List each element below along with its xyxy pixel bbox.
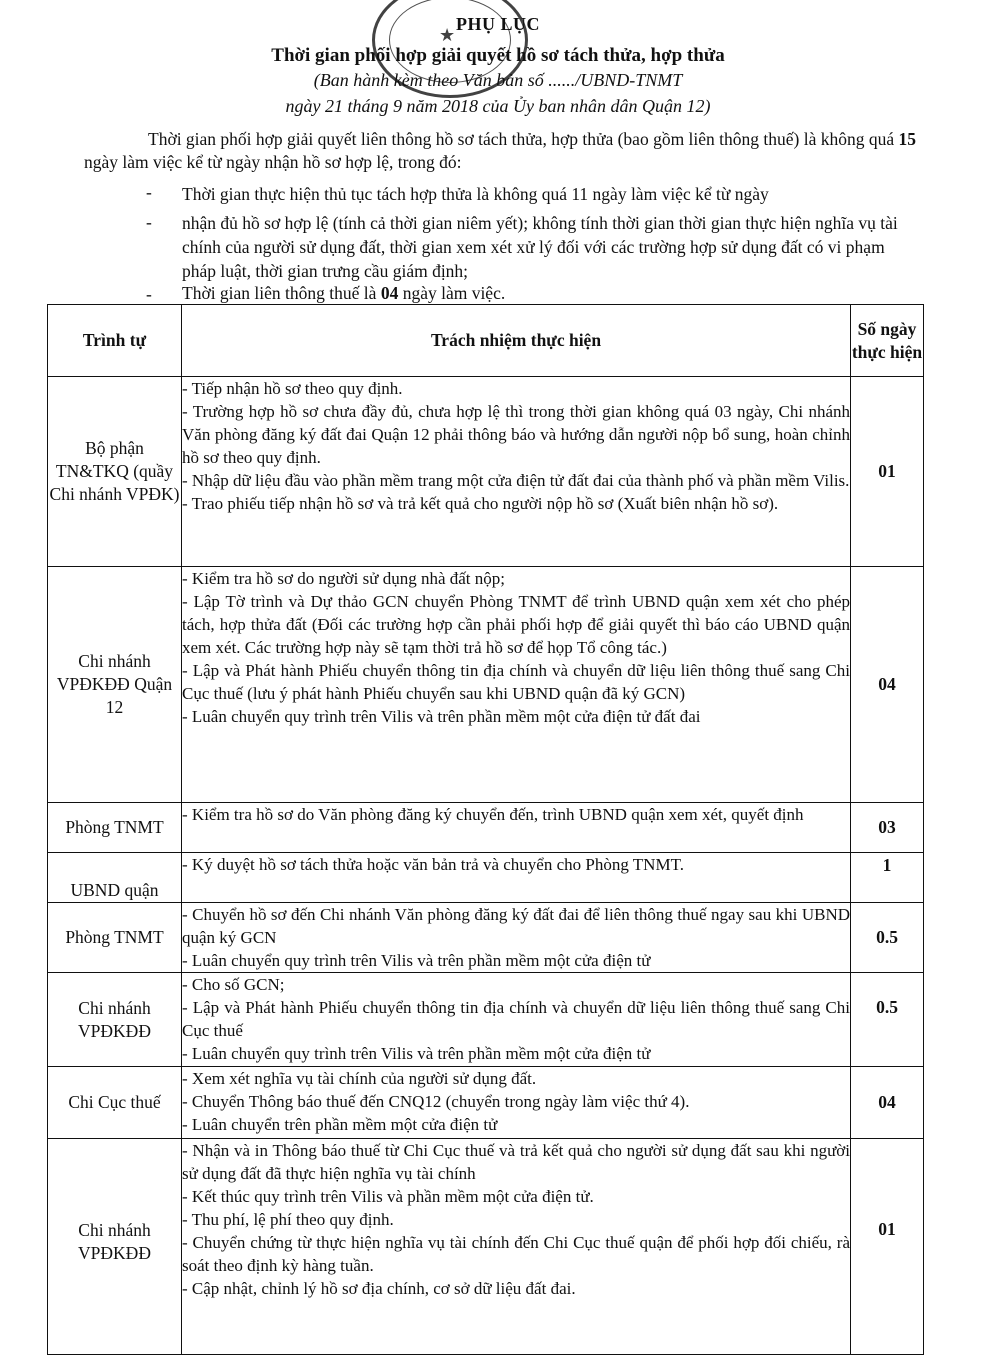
row-days: 04 [851,567,924,803]
resp-line: - Chuyển Thông báo thuế đến CNQ12 (chuyển trong ngày làm việc thứ 4). [182,1092,690,1111]
resp-line: - Luân chuyển quy trình trên Vilis và trên phần mềm một cửa điện tử đất đai [182,707,701,726]
row-unit: Phòng TNMT [48,803,182,853]
resp-line: - Chuyển chứng từ thực hiện nghĩa vụ tài chính đến Chi Cục thuế quận để phối hợp đối chiếu, rà soát theo định kỳ hàng tuần. [182,1233,850,1275]
bullet-text-3 [182,281,922,305]
resp-line: - Nhập dữ liệu đầu vào phần mềm trang một cửa điện tử đất đai của thành phố và phần mềm Vilis. [182,471,850,490]
bullet3-days-bold: 04 [380,283,399,303]
row-responsibility [182,973,851,1067]
table-row [48,903,924,973]
issued-date-line: ngày 21 tháng 9 năm 2018 của Ủy ban nhân dân Quận 12) [285,96,711,116]
resp-line: - Thu phí, lệ phí theo quy định. [182,1210,394,1229]
intro-paragraph [84,128,920,174]
resp-line: - Lập và Phát hành Phiếu chuyển thông tin địa chính và chuyển dữ liệu liên thông thuế sang Chi Cục thuế [182,998,850,1040]
table-row [48,1139,924,1355]
seal-star-icon: ★ [439,25,456,45]
row-responsibility [182,853,851,903]
bullet-mark-3: - [146,284,152,304]
resp-line: - Ký duyệt hồ sơ tách thửa hoặc văn bản trả và chuyển cho Phòng TNMT. [182,855,684,874]
procedure-table [47,304,924,1355]
table-header-row [48,305,924,377]
bullet3-text-before: Thời gian liên thông thuế là [182,283,381,303]
resp-line: - Kiểm tra hồ sơ do Văn phòng đăng ký chuyển đến, trình UBND quận xem xét, quyết định [182,805,804,824]
row-responsibility [182,377,851,567]
row-unit: Chi nhánh VPĐKĐĐ [48,973,182,1067]
resp-line: - Lập và Phát hành Phiếu chuyển thông tin địa chính và chuyển dữ liệu liên thông thuế sang Chi Cục thuế (lưu ý phát hành Phiếu chuyển sau khi UBND quận đã ký GCN) [182,661,850,703]
resp-line: - Nhận và in Thông báo thuế từ Chi Cục thuế và trả kết quả cho người sử dụng đất sau khi người sử dụng đất đã thực hiện nghĩa vụ tài chính [182,1141,850,1183]
resp-line: - Trường hợp hồ sơ chưa đầy đủ, chưa hợp lệ thì trong thời gian không quá 03 ngày, Chi nhánh Văn phòng đăng ký đất đai Quận 12 phải thông báo và hướng dẫn người nộp bổ sung, hoàn chỉnh hồ sơ theo quy định. [182,402,850,467]
resp-line: - Luân chuyển quy trình trên Vilis và trên phần mềm một cửa điện tử [182,1044,651,1063]
row-unit: Phòng TNMT [48,903,182,973]
resp-line: - Xem xét nghĩa vụ tài chính của người sử dụng đất. [182,1069,537,1088]
bullet3-text-after: ngày làm việc. [398,283,506,303]
row-days: 04 [851,1067,924,1139]
row-unit: Chi nhánh VPĐKĐĐ Quận 12 [48,567,182,803]
table-row [48,803,924,853]
table-row [48,567,924,803]
row-unit: Chi Cục thuế [48,1067,182,1139]
resp-line: - Lập Tờ trình và Dự thảo GCN chuyển Phòng TNMT để trình UBND quận xem xét cho phép tách, hợp thửa đất (Đối các trường hợp cần phải phối hợp để giải quyết thì báo cáo UBND quận xem xét. Các trường hợp này sẽ tạm thời trả hồ sơ để họp Tổ công tác.) [182,592,850,657]
table-row [48,973,924,1067]
resp-line: - Tiếp nhận hồ sơ theo quy định. [182,379,403,398]
row-unit: Chi nhánh VPĐKĐĐ [48,1139,182,1355]
table-row [48,1067,924,1139]
table-row [48,377,924,567]
issued-by-line: (Ban hành kèm theo Văn bản số ....../UBND-TNMT [313,70,683,90]
bullet-mark-2: - [146,212,152,232]
resp-line: - Kết thúc quy trình trên Vilis và phần mềm một cửa điện tử. [182,1187,594,1206]
resp-line: - Cập nhật, chỉnh lý hồ sơ địa chính, cơ sở dữ liệu đất đai. [182,1279,576,1298]
row-unit: Bộ phận TN&TKQ (quầy Chi nhánh VPĐK) [48,377,182,567]
row-responsibility [182,903,851,973]
resp-line: - Trao phiếu tiếp nhận hồ sơ và trả kết quả cho người nộp hồ sơ (Xuất biên nhận hồ sơ). [182,494,779,513]
resp-line: - Chuyển hồ sơ đến Chi nhánh Văn phòng đăng ký đất đai để liên thông thuế ngay sau khi UBND quận ký GCN [182,905,850,947]
resp-line: - Cho số GCN; [182,975,285,994]
bullet-text-2: nhận đủ hồ sơ hợp lệ (tính cả thời gian niêm yết); không tính thời gian thời gian thực hiện nghĩa vụ tài chính của người sử dụng đất, thời gian xem xét xử lý đối với các trường hợp sử dụng đất có vi phạm pháp luật, thời gian trưng cầu giám định; [182,213,898,281]
header-step: Trình tự [48,305,182,377]
intro-days-bold: 15 [898,129,917,149]
resp-line: - Luân chuyển trên phần mềm một cửa điện tử [182,1115,498,1134]
resp-line: - Kiểm tra hồ sơ do người sử dụng nhà đất nộp; [182,569,506,588]
bullet-mark-1: - [146,182,152,202]
row-days: 03 [851,803,924,853]
row-days: 0.5 [851,903,924,973]
bullet-text-1: Thời gian thực hiện thủ tục tách hợp thửa là không quá 11 ngày làm việc kể từ ngày [182,184,769,204]
table-row [48,853,924,903]
intro-text-after: ngày làm việc kể từ ngày nhận hồ sơ hợp lệ, trong đó: [84,152,462,172]
row-days: 1 [851,853,924,903]
row-unit: UBND quận [48,853,182,903]
row-responsibility [182,567,851,803]
appendix-label: PHỤ LỤC [456,14,540,34]
row-responsibility [182,1139,851,1355]
row-days: 0.5 [851,973,924,1067]
header-days: Số ngày thực hiện [851,305,924,377]
intro-text-before: Thời gian phối hợp giải quyết liên thông hồ sơ tách thửa, hợp thửa (bao gồm liên thông thuế) là không quá [148,129,899,149]
document-title: Thời gian phối hợp giải quyết hồ sơ tách thửa, hợp thửa [271,45,725,66]
resp-line: - Luân chuyển quy trình trên Vilis và trên phần mềm một cửa điện tử [182,951,651,970]
header-responsibility: Trách nhiệm thực hiện [182,305,851,377]
row-responsibility [182,803,851,853]
row-responsibility [182,1067,851,1139]
row-days: 01 [851,377,924,567]
row-days: 01 [851,1139,924,1355]
